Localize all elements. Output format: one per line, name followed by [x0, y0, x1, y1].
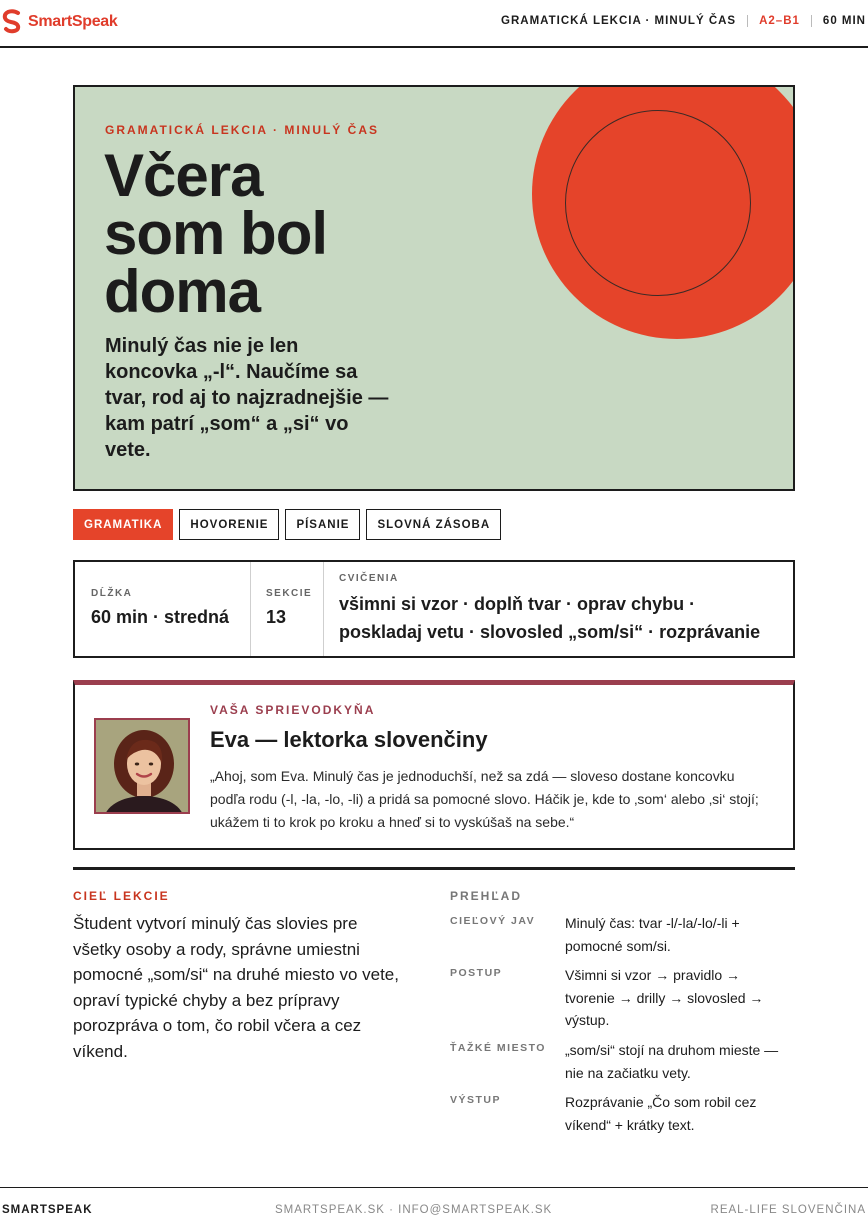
stat-value: 13 [266, 607, 287, 627]
overview-label: PREHĽAD [450, 889, 523, 903]
guide-name: Eva — lektorka slovenčiny [210, 727, 488, 752]
hero-kicker: GRAMATICKÁ LEKCIA · MINULÝ ČAS [105, 123, 379, 137]
footer-brand: SMARTSPEAK [2, 1204, 93, 1216]
footer [0, 1187, 868, 1228]
header-meta [501, 15, 866, 27]
overview-key: VÝSTUP [450, 1094, 502, 1106]
stat-label: DĹŽKA [91, 588, 133, 599]
section-divider [73, 867, 795, 870]
smartspeak-logo-icon [2, 9, 24, 35]
level-badge: A2–B1 [759, 15, 800, 27]
avatar [94, 718, 190, 814]
separator [747, 15, 748, 27]
guide-card [73, 680, 795, 850]
page-title [104, 142, 504, 325]
exercise-line: všimni si vzor · doplň tvar · oprav chybu · [339, 594, 696, 614]
exercise-line: poskladaj vetu · slovosled „som/si“ · rozprávanie [339, 622, 761, 642]
title-line: doma [104, 258, 261, 325]
overview-value: Všimni si vzor → pravidlo → tvorenie → drilly → slovosled → výstup. [565, 967, 764, 1028]
stat-label: CVIČENIA [339, 573, 399, 584]
separator [811, 15, 812, 27]
title-line: Včera [104, 142, 263, 209]
logo[interactable] [2, 9, 118, 35]
goal-text: Študent vytvorí minulý čas slovies pre všetky osoby a rody, správne umiestni pomocné „som/si“ na druhé miesto vo vete, opraví typické chyby a bez prípravy porozpráva o tom, čo robil včera a cez víkend. [73, 914, 399, 1061]
tab-hovorenie[interactable]: HOVORENIE [179, 509, 279, 540]
guide-kicker: VAŠA SPRIEVODKYŇA [210, 703, 376, 717]
duration-label: 60 MIN [822, 15, 866, 27]
portrait-photo-icon [96, 720, 190, 814]
stat-label: SEKCIE [266, 588, 313, 599]
stat-value [339, 590, 793, 646]
overview-value: „som/si“ stojí na druhom mieste — nie na začiatku vety. [565, 1042, 779, 1081]
overview-key: POSTUP [450, 967, 503, 979]
overview-value: Rozprávanie „Čo som robil cez víkend“ + krátky text. [565, 1094, 757, 1133]
top-bar [0, 0, 868, 48]
tab-pisanie[interactable]: PÍSANIE [285, 509, 360, 540]
stat-sections [250, 562, 323, 656]
hero-card [73, 85, 795, 491]
goal-label: CIEĽ LEKCIE [73, 889, 170, 903]
footer-tagline: REAL-LIFE SLOVENČINA [710, 1204, 866, 1216]
overview-value: Minulý čas: tvar -l/-la/-lo/-li + pomocné som/si. [565, 915, 740, 954]
tab-gramatika[interactable]: GRAMATIKA [73, 509, 173, 540]
lesson-stats [73, 560, 795, 658]
overview-key: CIEĽOVÝ JAV [450, 915, 536, 927]
overview-key: ŤAŽKÉ MIESTO [450, 1042, 546, 1054]
stat-value: 60 min · stredná [91, 607, 230, 627]
guide-quote: „Ahoj, som Eva. Minulý čas je jednoduchší, než sa zdá — sloveso dostane koncovku podľa rodu (-l, -la, -lo, -li) a pridá sa pomocné slovo. Háčik je, kde to ‚som‘ alebo ‚si‘ stojí; ukážem ti to krok po kroku a hneď si to vyskúšaš na sebe.“ [210, 768, 759, 830]
lesson-label: GRAMATICKÁ LEKCIA · MINULÝ ČAS [501, 15, 737, 27]
tab-slovna-zasoba[interactable]: SLOVNÁ ZÁSOBA [366, 509, 501, 540]
stat-exercises [323, 562, 793, 656]
footer-contact-link[interactable]: SMARTSPEAK.SK · INFO@SMARTSPEAK.SK [275, 1204, 553, 1216]
skill-tabs [73, 509, 501, 540]
hero-lead: Minulý čas nie je len koncovka „-l“. Naučíme sa tvar, rod aj to najzradnejšie — kam patrí „som“ a „si“ vo vete. [105, 335, 389, 461]
decorative-ring [565, 110, 751, 296]
title-line: som bol [104, 200, 328, 267]
logo-text: SmartSpeak [28, 13, 118, 30]
stat-duration [75, 562, 250, 656]
